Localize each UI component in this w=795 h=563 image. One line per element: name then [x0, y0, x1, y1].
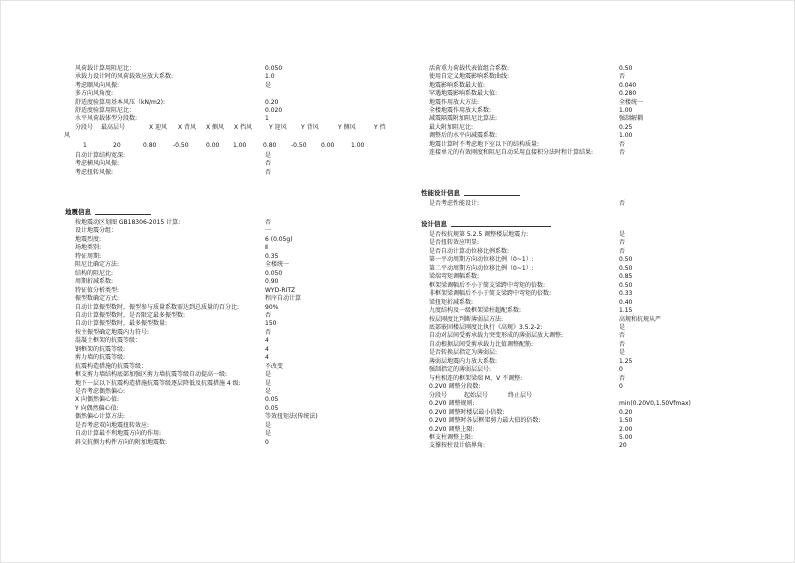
design-param-label: 是否按抗规第 5.2.5 调整楼层地震力:: [429, 231, 529, 238]
design-param-value: 0: [619, 366, 623, 374]
seismic-param-value: WYD-RITZ: [265, 286, 296, 294]
load-param-label: 地震计算时不考虑地下室以下的结构质量:: [429, 140, 540, 148]
wind-extra-label: 考虑扭转风振:: [75, 168, 114, 176]
performance-param-label: 是否考虑性能设计:: [429, 200, 480, 207]
seismic-param-label: Y 向偶然偏心值:: [75, 404, 119, 412]
seismic-param-label: X 向偶然偏心值:: [75, 396, 120, 404]
design-param-value: 否: [619, 247, 626, 255]
seismic-param-value: 是: [265, 388, 272, 395]
design-param-label: 非框架梁调幅后不小于简支梁跨中弯矩的倍数:: [429, 290, 552, 298]
load-param-value: 否: [619, 73, 626, 81]
wind-param-label: 水平风荷载体型分段数:: [75, 115, 138, 123]
shape-header-cell: X 背风: [178, 123, 197, 131]
design-param-label: 是否扭转效应明显:: [429, 239, 480, 247]
wind-param-value: 1: [265, 115, 269, 123]
load-param-label: 罕遇地震影响系数最大值:: [429, 90, 498, 98]
shape-header-cell: Y 背风: [301, 123, 319, 131]
seismic-param-value: 6 (0.05g): [265, 235, 293, 243]
seismic-param-value: 否: [265, 219, 272, 226]
load-param-label: 调整后的水平向减震系数:: [429, 132, 498, 140]
seismic-param-value: 程序自动计算: [265, 295, 302, 303]
wind-extra-value: 否: [265, 160, 272, 168]
design-param-label: 框架梁调幅后不小于简支梁跨中弯矩的倍数:: [429, 281, 546, 289]
design-param-value: 1.25: [619, 357, 633, 365]
seismic-param-value: 90%: [265, 303, 279, 311]
load-param-value: 全楼统一: [619, 98, 644, 106]
shape-header-cell: X 迎风: [149, 123, 168, 131]
seismic-param-value: 4: [265, 345, 269, 353]
design-param-label: 支撑按柱设计临界角:: [429, 442, 486, 450]
seismic-param-value: Ⅱ: [265, 244, 268, 252]
wind-extra-label: 自动计算结构宽深:: [75, 151, 126, 159]
load-param-label: 最大附加阻尼比:: [429, 123, 474, 131]
shape-row-cell: 1.00: [351, 141, 365, 149]
wind-param-value: 0.050: [265, 65, 283, 72]
load-param-label: 地震影响系数最大值:: [429, 81, 486, 89]
shape-row-cell: 0.80: [143, 141, 157, 149]
seismic-param-value: 4: [265, 354, 269, 362]
shape-row-cell: 0.00: [206, 141, 220, 149]
seismic-section-title-underline: [95, 210, 151, 215]
design-param-value: 0.33: [619, 290, 633, 298]
design-param-label: 九度结构及一级框架梁柱超配系数:: [429, 307, 522, 315]
load-param-value: 0.25: [619, 123, 633, 131]
design-param-value: min(0.20V0,1.50Vfmax): [619, 400, 691, 408]
shape-row-cell: -0.50: [173, 141, 189, 149]
design-param-value: 0.50: [619, 281, 633, 289]
seismic-param-value: 否: [265, 311, 272, 319]
wind-extra-label: 考虑横风向风振:: [75, 160, 120, 168]
seismic-param-label: 阻尼比确定方法:: [75, 261, 120, 269]
design-param-label: 0.2V0 调整时各层框架剪力最大值的倍数:: [429, 417, 541, 425]
load-param-value: 1.00: [619, 132, 633, 140]
design-param-label: 强制指定的薄弱层层号:: [429, 366, 492, 374]
shape-row-cell: 0.00: [321, 141, 335, 149]
design-param-label: 第一平动周期方向动位移比例（0~1）:: [429, 256, 534, 264]
design-param-label: 是否转换层指定为薄弱层:: [429, 349, 498, 357]
wind-param-value: 是: [265, 81, 272, 89]
design-param-label: 底部嵌固楼层刚度比执行《高规》3.5.2-2:: [429, 323, 543, 331]
wind-extra-value: 是: [265, 151, 272, 159]
design-param-value: 0: [619, 383, 623, 391]
design-param-value: 0.20: [619, 408, 633, 416]
segment-header-cell: 终止层号: [508, 391, 533, 399]
design-param-value: 否: [619, 374, 626, 382]
design-section-title-underline: [451, 222, 551, 227]
design-param-value: 2.00: [619, 425, 633, 433]
seismic-param-value: 否: [265, 328, 272, 336]
design-param-value: 是: [619, 323, 626, 331]
seismic-param-value: 是: [265, 379, 272, 387]
seismic-param-label: 特征值分析类型:: [75, 286, 120, 294]
wind-param-label: 舒适度验算用基本风压（kN/m2):: [75, 98, 166, 106]
seismic-param-label: 偶然偏心计算方法:: [75, 413, 126, 421]
seismic-param-value: 150: [265, 320, 277, 328]
performance-section-title: 性能设计信息: [421, 190, 520, 197]
seismic-param-value: 0.05: [265, 404, 279, 412]
performance-param-value: 否: [619, 200, 626, 207]
design-param-label: 0.2V0 调整时楼层最小倍数:: [429, 408, 505, 416]
seismic-param-value: 0: [265, 438, 269, 446]
segment-header-cell: 起始层号: [464, 391, 489, 399]
seismic-param-label: 是否考虑偶然偏心:: [75, 388, 126, 395]
seismic-param-label: 自动计算振型数时，最多振型数量:: [75, 320, 168, 328]
load-param-value: 否: [619, 140, 626, 148]
design-param-label: 是否自动计算动位移比例系数:: [429, 247, 510, 255]
seismic-section-title: 地震信息: [65, 209, 151, 216]
seismic-param-label: 自动计算振型数时，振型参与质量系数需达到总质量的百分比:: [75, 303, 240, 311]
load-param-label: 活荷重力荷载代表值组合系数:: [429, 65, 510, 72]
shape-row-cell: 0.80: [263, 141, 277, 149]
load-param-value: 0.280: [619, 90, 637, 98]
design-param-label: 0.2V0 调整上限:: [429, 425, 475, 433]
design-param-label: 梁扭矩折减系数:: [429, 298, 474, 306]
design-param-value: 否: [619, 332, 626, 340]
shape-header-cell: Y 挡: [374, 123, 386, 131]
seismic-param-label: 设计地震分组：: [75, 227, 118, 235]
seismic-param-value: 全楼统一: [265, 261, 290, 269]
load-param-value: 1.00: [619, 107, 633, 114]
shape-header-cell: 分段号: [75, 123, 94, 131]
design-param-label: 框支柱调整上限:: [429, 433, 474, 441]
seismic-param-label: 按地震动区划图 GB18306-2015 计算:: [75, 219, 181, 226]
seismic-param-label: 周期折减系数:: [75, 278, 114, 286]
design-param-value: 0.85: [619, 273, 633, 281]
wind-extra-value: 否: [265, 168, 272, 176]
seismic-param-value: 0.35: [265, 252, 279, 260]
design-param-label: 与柱相连的框架梁端 M、V 不调整:: [429, 374, 523, 382]
shape-row-cell: 20: [113, 141, 121, 149]
seismic-param-value: 4: [265, 337, 269, 345]
load-param-label: 使用自定义地震影响系数曲线:: [429, 73, 510, 81]
wind-param-label: 风荷载计算用阻尼比：: [75, 65, 136, 72]
shape-row-cell: -0.50: [291, 141, 307, 149]
design-param-label: 薄弱层地震内力放大系数:: [429, 357, 498, 365]
design-param-label: 0.2V0 调整规则:: [429, 400, 475, 408]
load-param-label: 连接单元的有效刚度和阻尼自动采用直接积分法时程计算结果:: [429, 149, 594, 156]
shape-header-cell: X 挡风: [234, 123, 253, 131]
design-param-value: 否: [619, 239, 626, 247]
wind-param-label: 多方向风角度:: [75, 90, 114, 98]
seismic-param-label: 振型数确定方式:: [75, 295, 120, 303]
design-param-value: 1.50: [619, 417, 633, 425]
shape-header-cell: X 侧风: [206, 123, 225, 131]
seismic-param-label: 抗震构造措施的抗震等级：: [75, 362, 148, 370]
shape-header-cell: Y 侧风: [338, 123, 356, 131]
seismic-param-label: 斜交抗侧力构件方向的附加地震数:: [75, 438, 168, 446]
design-param-value: 否: [619, 340, 626, 348]
segment-header-cell: 分段号: [429, 391, 448, 399]
shape-header-cell: Y 迎风: [269, 123, 287, 131]
seismic-param-label: 自动计算振型数时，是否限定最多振型数:: [75, 311, 186, 319]
seismic-param-value: 0.050: [265, 269, 283, 277]
design-param-value: 5.00: [619, 433, 633, 441]
shape-row-cell: 1.00: [233, 141, 247, 149]
load-param-label: 减震隔震附加阻尼比算法:: [429, 115, 498, 123]
load-param-value: 强制解耦: [619, 115, 644, 123]
load-param-value: 0.50: [619, 65, 633, 72]
design-param-label: 自动对层间受剪承载力突变形成的薄弱层放大调整:: [429, 332, 564, 340]
seismic-param-label: 场地类别:: [75, 244, 102, 252]
design-param-value: 高规和抗规从严: [619, 315, 662, 323]
design-param-label: 0.2V0 调整分段数:: [429, 383, 481, 391]
design-param-value: 0.50: [619, 256, 633, 264]
load-param-value: 0.040: [619, 81, 637, 89]
seismic-param-value: 是: [265, 371, 272, 379]
shape-header-wrap: 风: [64, 131, 71, 139]
seismic-param-value: 是: [265, 430, 272, 438]
design-param-label: 自动根据层间受剪承载力比值调整配筋:: [429, 340, 534, 348]
shape-row-cell: 1: [83, 141, 87, 149]
seismic-param-label: 地震烈度:: [75, 235, 102, 243]
seismic-param-value: 一: [265, 227, 272, 235]
design-param-value: 1.15: [619, 307, 633, 315]
seismic-param-label: 是否考虑双向地震扭转效应:: [75, 421, 150, 429]
design-param-label: 梁端弯矩调幅系数:: [429, 273, 480, 281]
seismic-param-value: 0.90: [265, 278, 279, 286]
design-param-label: 第二平动周期方向动位移比例（0~1）:: [429, 264, 534, 272]
design-param-value: 0.40: [619, 298, 633, 306]
seismic-param-label: 框支剪力墙结构底部加强区剪力墙抗震等级自动提高一级:: [75, 371, 228, 379]
seismic-param-label: 结构的阻尼比:: [75, 269, 114, 277]
seismic-param-value: 是: [265, 421, 272, 429]
load-param-label: 全楼地震作用放大系数:: [429, 107, 492, 114]
seismic-param-label: 混凝土框架的抗震等级：: [75, 337, 142, 345]
shape-header-cell: 最高层号: [101, 123, 126, 131]
design-param-label: 按层刚度比判断薄弱层方法:: [429, 315, 504, 323]
load-param-value: 否: [619, 149, 626, 156]
seismic-param-label: 钢框架的抗震等级:: [75, 345, 126, 353]
seismic-param-label: 自动计算最不利地震方向的作用:: [75, 430, 162, 438]
wind-param-value: 0.20: [265, 98, 279, 106]
wind-param-label: 承载力设计时的风荷载效应放大系数:: [75, 73, 174, 81]
load-param-label: 地震作用放大方法:: [429, 98, 480, 106]
seismic-param-label: 按主振型确定地震内力符号:: [75, 328, 150, 336]
seismic-param-label: 剪力墙的抗震等级:: [75, 354, 126, 362]
design-section-title: 设计信息: [421, 221, 551, 228]
wind-param-label: 舒适度验算用阻尼比：: [75, 107, 136, 114]
seismic-param-label: 地下一层以下抗震构造措施抗震等级逐层降低及抗震措施 4 级:: [75, 379, 241, 387]
wind-param-value: 0.020: [265, 107, 283, 114]
seismic-param-value: 等效扭矩法(传统法): [265, 413, 318, 421]
seismic-param-value: 0.05: [265, 396, 279, 404]
wind-param-value: 1.0: [265, 73, 275, 81]
performance-section-title-underline: [464, 191, 520, 196]
design-param-value: 20: [619, 442, 627, 450]
design-param-value: 0.50: [619, 264, 633, 272]
seismic-param-value: 不改变: [265, 362, 284, 370]
wind-param-label: 考虑顺风向风振:: [75, 81, 120, 89]
seismic-param-label: 特征周期:: [75, 252, 102, 260]
design-param-value: 是: [619, 231, 626, 238]
design-param-value: 是: [619, 349, 626, 357]
